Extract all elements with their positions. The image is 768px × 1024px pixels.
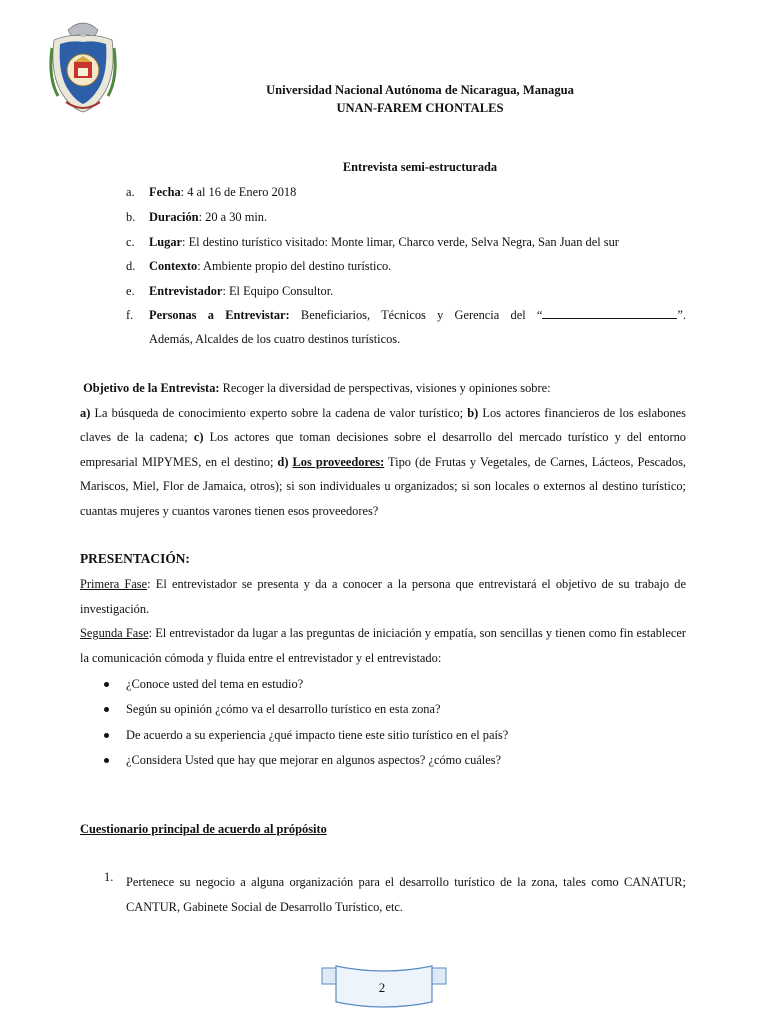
page-number: 2 xyxy=(378,980,386,995)
item-label: Contexto xyxy=(149,259,198,273)
item-label: Lugar xyxy=(149,235,183,249)
objective-intro: Recoger la diversidad de perspectivas, visiones y opiniones sobre: xyxy=(219,381,551,395)
document-title: Entrevista semi-estructurada xyxy=(342,160,498,174)
presentation-phases xyxy=(80,572,686,670)
university-seal-logo xyxy=(48,18,118,114)
item-label: Fecha xyxy=(149,185,181,199)
item-letter: c. xyxy=(126,235,135,249)
phase1-label: Primera Fase xyxy=(80,577,148,591)
objective-b-text: Los actores financieros de los eslabones claves de la cadena; xyxy=(80,405,686,445)
bullet-icon xyxy=(104,707,109,712)
phase2-label: Segunda Fase xyxy=(80,626,149,641)
item-letter: f. xyxy=(126,308,134,322)
bullet-text: Según su opinión ¿cómo va el desarrollo turístico en esta zona? xyxy=(126,702,441,716)
bullet-icon xyxy=(104,682,109,687)
item-text: : 4 al 16 de Enero 2018 xyxy=(180,185,297,199)
objective-a-label: a) xyxy=(80,405,91,420)
item-label: Personas a Entrevistar: xyxy=(149,308,290,322)
bullet-text: ¿Conoce usted del tema en estudio? xyxy=(126,677,304,691)
phase2-text: : El entrevistador da lugar a las preguntas de iniciación y empatía, son sencillas y tienen como fin establecer la comunicación cómoda y fluida entre el entrevistador y el entrevistado: xyxy=(80,626,686,665)
objective-d-underlined: Los proveedores: xyxy=(292,454,385,469)
item-label: Entrevistador xyxy=(149,284,223,298)
item-text: : El Equipo Consultor. xyxy=(222,284,334,298)
item-text: Beneficiarios, Técnicos y Gerencia del “ xyxy=(289,308,543,322)
bullet-icon xyxy=(104,758,109,763)
phase1-text: : El entrevistador se presenta y da a conocer a la persona que entrevistará el objetivo de su trabajo de investigación. xyxy=(80,577,686,616)
blank-line xyxy=(542,308,677,319)
item-text-continued: Además, Alcaldes de los cuatro destinos turísticos. xyxy=(149,332,401,346)
bullet-text: De acuerdo a su experiencia ¿qué impacto tiene este sitio turístico en el país? xyxy=(126,728,509,742)
objective-d-text: Tipo (de Frutas y Vegetales, de Carnes, Lácteos, Pescados, Mariscos, Miel, Flor de Jamaica, otros); si son individuales u organizados; si son locales o externos al destino turístico; cuantas mujeres y cuantos varones tienen esos proveedores? xyxy=(80,454,686,518)
objective-paragraph xyxy=(80,376,686,524)
objective-label: Objetivo de la Entrevista: xyxy=(83,381,220,395)
item-letter: d. xyxy=(126,259,136,273)
objective-b-label: b) xyxy=(467,405,479,420)
bullet-icon xyxy=(104,733,109,738)
question-text: Pertenece su negocio a alguna organización para el desarrollo turístico de la zona, tales como CANATUR; CANTUR, Gabinete Social de Desarrollo Turístico, etc. xyxy=(126,875,686,914)
objective-d-label: d) xyxy=(277,454,289,469)
objective-a-text: La búsqueda de conocimiento experto sobre la cadena de valor turístico; xyxy=(90,405,468,420)
item-text: : Ambiente propio del destino turístico. xyxy=(197,259,392,273)
questionnaire-heading: Cuestionario principal de acuerdo al própósito xyxy=(80,822,327,836)
item-label: Duración xyxy=(149,210,199,224)
item-letter: e. xyxy=(126,284,135,298)
item-text: : 20 a 30 min. xyxy=(198,210,268,224)
objective-c-text: Los actores que toman decisiones sobre el desarrollo del mercado turístico y del entorno empresarial MIPYMES, en el destino; xyxy=(80,430,686,469)
bullet-text: ¿Considera Usted que hay que mejorar en algunos aspectos? ¿cómo cuáles? xyxy=(126,753,502,767)
question-number: 1. xyxy=(104,870,114,884)
presentation-heading: PRESENTACIÓN: xyxy=(80,551,190,566)
objective-c-label: c) xyxy=(193,430,204,445)
item-text-end: ”. xyxy=(677,308,686,322)
item-letter: b. xyxy=(126,210,136,224)
item-letter: a. xyxy=(126,185,135,199)
faculty-name: UNAN-FAREM CHONTALES xyxy=(336,101,504,115)
university-name: Universidad Nacional Autónoma de Nicaragua, Managua xyxy=(266,83,574,97)
item-text: : El destino turístico visitado: Monte limar, Charco verde, Selva Negra, San Juan del sur xyxy=(182,235,619,249)
